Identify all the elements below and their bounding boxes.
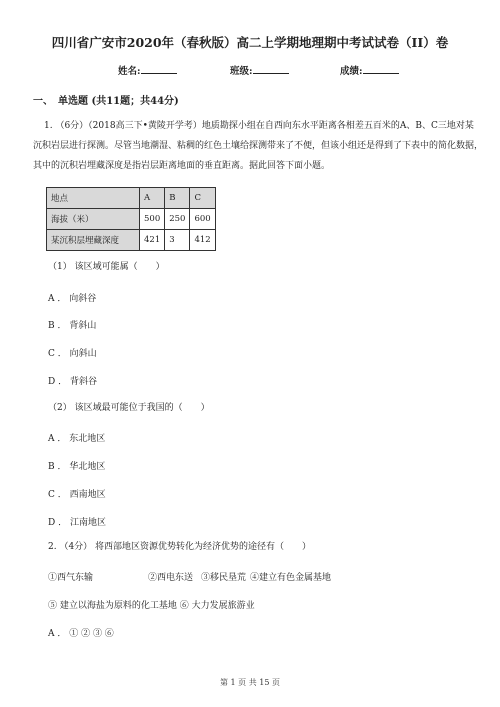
name-field: [118, 63, 177, 77]
page-footer: 第 1 页 共 15 页: [220, 678, 280, 687]
q1-sub2-option-a: A ． 东北地区: [48, 434, 106, 444]
class-blank: [253, 64, 289, 74]
name-blank: [141, 64, 177, 74]
q2-items-line-2: ⑤ 建立以海盐为原料的化工基地 ⑥ 大力发展旅游业: [48, 601, 255, 611]
table-cell: 500: [140, 209, 165, 230]
table-row: [47, 230, 216, 251]
name-label: 姓名:: [118, 66, 141, 77]
class-field: [230, 63, 289, 77]
q1-sub2-option-c: C ． 西南地区: [48, 490, 106, 500]
table-header-cell: B: [165, 188, 190, 209]
q2-item-3: ③移民垦荒: [201, 573, 247, 583]
q1-sub1-option-c: C ． 向斜山: [48, 349, 97, 359]
score-field: [340, 63, 399, 77]
table-header-row: [47, 188, 216, 209]
table-cell: 600: [190, 209, 215, 230]
table-header-cell: 地点: [47, 188, 140, 209]
score-label: 成绩:: [340, 66, 363, 77]
q2-option-a: A ． ① ② ③ ⑥: [48, 629, 114, 639]
page-title: 四川省广安市2020年（春秋版）高二上学期地理期中考试试卷（II）卷: [51, 35, 449, 50]
section-heading: 一、 单选题 (共11题；共44分): [33, 96, 179, 107]
data-table: [46, 187, 216, 251]
table-cell: 海拔（米）: [47, 209, 140, 230]
q1-stem-line-3: 其中的沉积岩埋藏深度是指岩层距离地面的垂直距离。据此回答下面小题。: [33, 161, 331, 171]
score-blank: [363, 64, 399, 74]
table-cell: 412: [190, 230, 215, 251]
q2-item-1: ①西气东输: [48, 573, 94, 583]
q1-sub1-option-d: D ． 背斜谷: [48, 377, 97, 387]
table-row: [47, 209, 216, 230]
q1-sub1-stem: （1） 该区域可能属（ ）: [48, 262, 165, 272]
class-label: 班级:: [230, 66, 253, 77]
q1-stem-line-1: 1. （6分）（2018高三下•黄陵开学考）地质勘探小组在自西向东水平距离各相差五百米的A、B、C三地对某: [44, 121, 474, 131]
q2-stem: 2. （4分） 将西部地区资源优势转化为经济优势的途径有（ ）: [48, 542, 312, 552]
table-header-cell: A: [140, 188, 165, 209]
q1-sub1-option-a: A ． 向斜谷: [48, 294, 97, 304]
table-cell: 250: [165, 209, 190, 230]
table-cell: 某沉积层埋藏深度: [47, 230, 140, 251]
q1-sub1-option-b: B ． 背斜山: [48, 321, 97, 331]
q1-sub2-option-b: B ． 华北地区: [48, 462, 106, 472]
q2-item-4: ④建立有色金属基地: [250, 573, 332, 583]
q2-item-2: ②西电东送: [148, 573, 194, 583]
q1-sub2-option-d: D ． 江南地区: [48, 518, 106, 528]
q1-sub2-stem: （2） 该区域最可能位于我国的（ ）: [48, 403, 210, 413]
table-cell: 3: [165, 230, 190, 251]
table-header-cell: C: [190, 188, 215, 209]
q1-stem-line-2: 沉积岩层进行探测。尽管当地潮湿、粘稠的红色土壤给探测带来了不便，但该小组还是得到了下表中的简化数据，: [33, 141, 484, 151]
table-cell: 421: [140, 230, 165, 251]
